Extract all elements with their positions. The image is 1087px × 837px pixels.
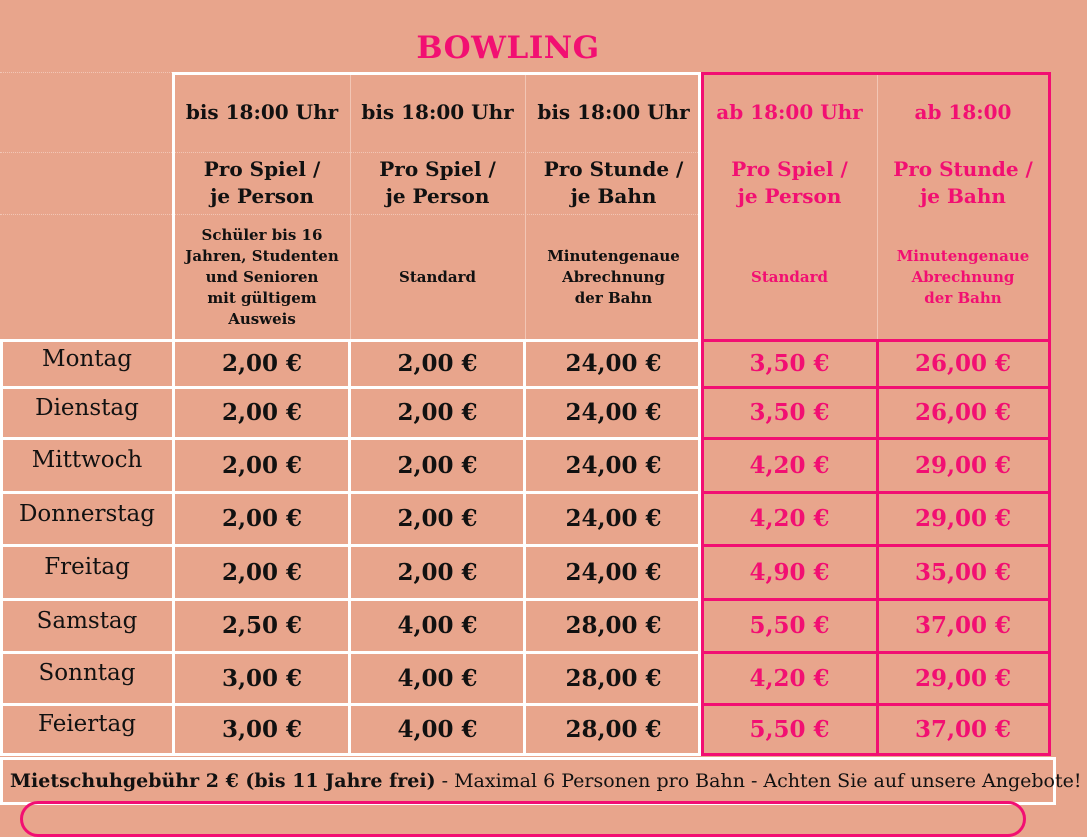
grid-line — [172, 72, 175, 755]
row-guide — [0, 214, 702, 215]
price-cell: 5,50 € — [749, 715, 830, 743]
footer-note — [0, 757, 1082, 805]
price-cell: 28,00 € — [565, 612, 662, 639]
price-cell: 35,00 € — [914, 558, 1012, 586]
header-separator — [350, 72, 351, 340]
price-cell: 2,00 € — [397, 451, 478, 479]
header-time: bis 18:00 Uhr — [185, 100, 339, 124]
grid-line — [172, 72, 702, 75]
grid-line-accent — [701, 72, 1051, 75]
header-note-line: Ausweis — [228, 309, 296, 328]
header-time: bis 18:00 Uhr — [361, 100, 514, 124]
day-label: Dienstag — [35, 394, 139, 421]
header-time: ab 18:00 — [914, 100, 1012, 124]
price-cell: 2,00 € — [221, 399, 303, 426]
header-unit-line: Pro Spiel / — [203, 157, 321, 181]
header-time: bis 18:00 Uhr — [537, 100, 690, 124]
price-cell: 37,00 € — [914, 715, 1012, 743]
header-unit-line: je Bahn — [920, 184, 1006, 208]
header-unit — [350, 152, 525, 214]
day-label: Mittwoch — [31, 447, 143, 473]
price-cell: 2,00 € — [397, 399, 478, 426]
header-unit-line: Pro Spiel / — [379, 157, 496, 181]
price-cell: 4,90 € — [749, 558, 830, 586]
footer-info: - Maximal 6 Personen pro Bahn - Achten Sie auf unsere Angebote! — [435, 770, 1082, 792]
price-cell: 3,00 € — [221, 664, 303, 692]
price-cell: 29,00 € — [914, 664, 1012, 692]
price-cell: 2,00 € — [221, 350, 303, 377]
header-unit-line: je Person — [210, 184, 314, 208]
page-title: BOWLING — [416, 30, 600, 66]
header-note — [877, 214, 1049, 340]
header-note-line: Jahren, Studenten — [185, 246, 339, 265]
row-guide — [0, 152, 702, 153]
grid-line — [0, 339, 3, 755]
price-cell: 2,00 € — [221, 505, 303, 532]
price-cell: 24,00 € — [565, 399, 662, 426]
price-cell: 3,00 € — [221, 715, 303, 743]
price-cell: 4,00 € — [397, 715, 478, 743]
grid-line-accent — [701, 72, 704, 756]
header-unit — [702, 152, 877, 214]
header-note-line: Abrechnung — [562, 267, 665, 286]
price-cell: 2,00 € — [397, 350, 478, 377]
price-cell: 4,00 € — [397, 612, 478, 639]
header-unit-line: je Person — [385, 184, 490, 208]
header-note-line: der Bahn — [924, 288, 1002, 307]
price-cell: 2,00 € — [221, 451, 303, 479]
header-unit-line: Pro Stunde / — [893, 157, 1033, 181]
footer-shoe-fee: Mietschuhgebühr 2 € (bis 11 Jahre frei) — [10, 770, 436, 792]
header-unit-line: je Person — [737, 184, 842, 208]
price-cell: 2,50 € — [221, 612, 303, 639]
grid-line — [0, 386, 702, 389]
header-note — [174, 214, 350, 340]
grid-line — [0, 753, 702, 756]
day-label: Freitag — [44, 554, 130, 580]
header-unit-line: je Bahn — [570, 184, 657, 208]
price-cell: 2,00 € — [397, 505, 478, 532]
price-cell: 2,00 € — [221, 558, 303, 586]
grid-line-accent — [876, 339, 879, 756]
price-cell: 24,00 € — [565, 558, 662, 586]
price-cell: 4,20 € — [749, 664, 830, 692]
grid-line — [0, 651, 702, 654]
header-separator — [877, 72, 878, 340]
day-label: Feiertag — [38, 711, 136, 737]
grid-line — [0, 598, 702, 601]
price-cell: 4,20 € — [749, 451, 830, 479]
day-label: Samstag — [36, 607, 138, 634]
header-note-line: mit gültigem — [207, 288, 317, 307]
price-cell: 3,50 € — [749, 399, 830, 426]
header-note-line: Abrechnung — [911, 267, 1015, 286]
grid-line-accent — [1048, 72, 1051, 756]
grid-line — [0, 544, 702, 547]
header-note-line: und Senioren — [205, 267, 319, 286]
header-note — [702, 214, 877, 340]
header-note-line: Minutengenaue — [896, 246, 1030, 265]
price-cell: 26,00 € — [914, 399, 1012, 426]
price-cell: 26,00 € — [914, 350, 1012, 377]
grid-line — [0, 437, 702, 440]
day-label: Montag — [42, 345, 132, 372]
price-cell: 37,00 € — [914, 612, 1012, 639]
day-label: Sonntag — [38, 660, 136, 686]
header-time: ab 18:00 Uhr — [716, 100, 863, 124]
grid-line — [348, 339, 351, 755]
day-label: Donnerstag — [18, 500, 155, 527]
header-note — [350, 214, 525, 340]
price-cell: 3,50 € — [749, 350, 830, 377]
price-cell: 24,00 € — [565, 451, 662, 479]
header-unit-line: Pro Spiel / — [731, 157, 848, 181]
price-cell: 28,00 € — [565, 715, 662, 743]
price-cell: 29,00 € — [914, 505, 1012, 532]
price-cell: 4,00 € — [397, 664, 478, 692]
header-note — [525, 214, 702, 340]
header-note-line: der Bahn — [574, 288, 653, 307]
header-unit-line: Pro Stunde / — [543, 157, 684, 181]
price-cell: 2,00 € — [397, 558, 478, 586]
price-cell: 28,00 € — [565, 664, 662, 692]
header-note-line: Schüler bis 16 — [201, 225, 323, 244]
grid-line — [0, 703, 702, 706]
price-cell: 4,20 € — [749, 505, 830, 532]
bottom-decoration — [20, 801, 1026, 837]
grid-line — [0, 491, 702, 494]
header-unit — [877, 152, 1049, 214]
price-cell: 24,00 € — [565, 505, 662, 532]
header-separator — [525, 72, 526, 340]
grid-line — [523, 339, 526, 755]
header-note-line: Standard — [751, 267, 828, 286]
header-unit — [525, 152, 702, 214]
price-cell: 5,50 € — [749, 612, 830, 639]
price-cell: 29,00 € — [914, 451, 1012, 479]
header-unit — [174, 152, 350, 214]
grid-line — [0, 339, 702, 342]
header-note-line: Minutengenaue — [547, 246, 680, 265]
header-note-line: Standard — [399, 267, 476, 286]
price-cell: 24,00 € — [565, 350, 662, 377]
